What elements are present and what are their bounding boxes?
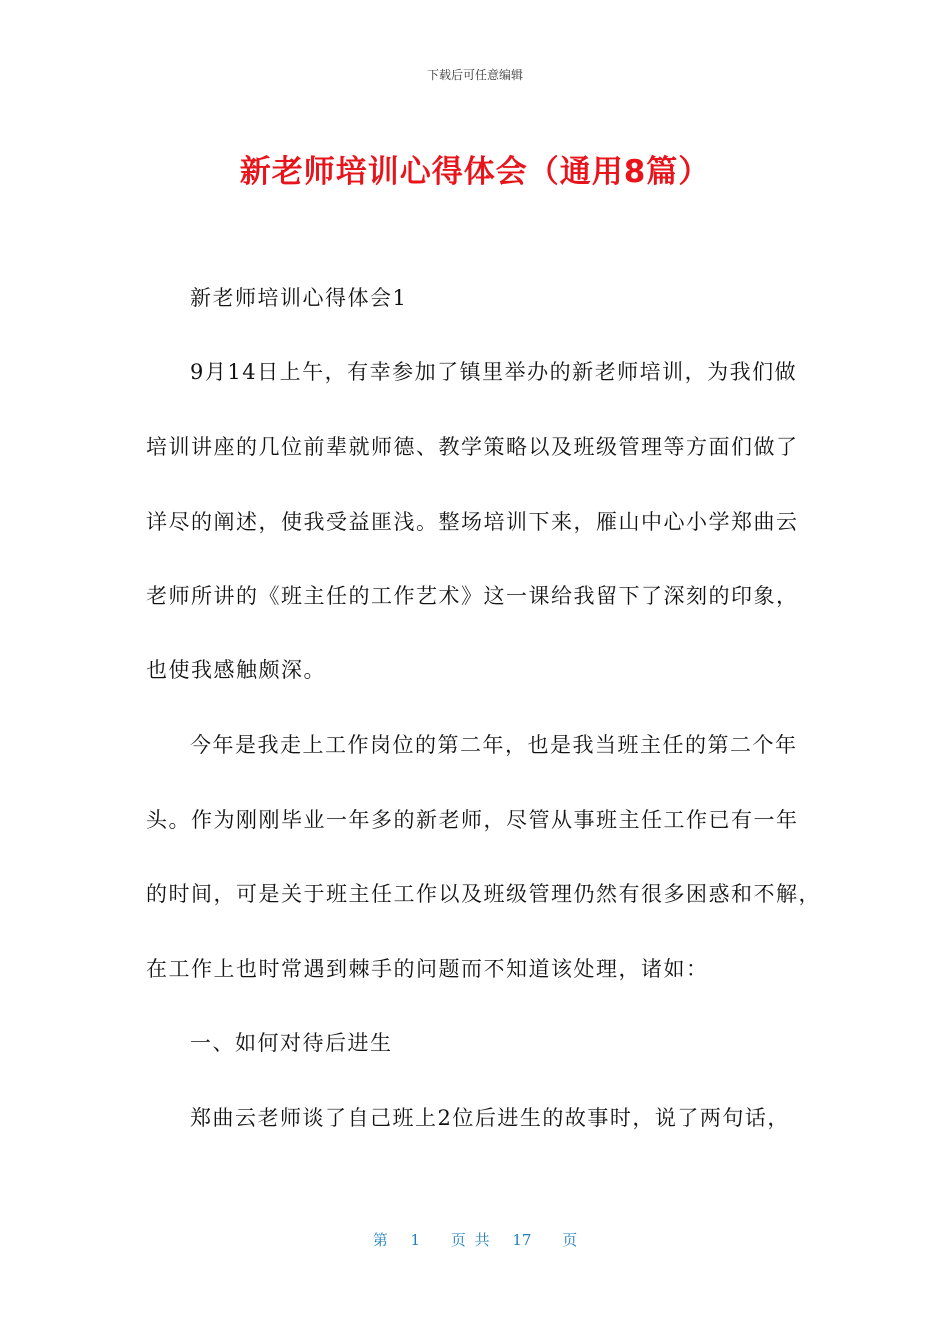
footer-total-pages: 17 <box>512 1231 532 1249</box>
footer-suffix: 页 <box>562 1231 578 1249</box>
footer-page-number: 1 <box>410 1231 421 1249</box>
page-header-note: 下载后可任意编辑 <box>426 68 523 82</box>
footer-middle: 页 共 <box>450 1231 490 1249</box>
paragraph-line: 在工作上也时常遇到棘手的问题而不知道该处理，诸如： <box>146 957 709 981</box>
paragraph-line: 郑曲云老师谈了自己班上2位后进生的故事时，说了两句话， <box>190 1106 790 1130</box>
document-title: 新老师培训心得体会（通用8篇） <box>239 154 711 190</box>
paragraph-line: 培训讲座的几位前辈就师德、教学策略以及班级管理等方面们做了 <box>146 435 799 459</box>
paragraph-line: 今年是我走上工作岗位的第二年，也是我当班主任的第二个年 <box>190 733 798 757</box>
paragraph-line: 的时间，可是关于班主任工作以及班级管理仍然有很多困惑和不解， <box>146 882 821 906</box>
paragraph-line: 头。作为刚刚毕业一年多的新老师，尽管从事班主任工作已有一年 <box>146 808 799 832</box>
paragraph-line: 老师所讲的《班主任的工作艺术》这一课给我留下了深刻的印象， <box>146 584 799 608</box>
paragraph-line: 9月14日上午，有幸参加了镇里举办的新老师培训，为我们做 <box>190 360 798 384</box>
footer-prefix: 第 <box>372 1231 388 1249</box>
section-heading: 新老师培训心得体会1 <box>190 286 408 310</box>
paragraph-line: 也使我感触颇深。 <box>146 658 326 682</box>
subsection-heading: 一、如何对待后进生 <box>190 1031 393 1055</box>
page-footer <box>0 1229 950 1250</box>
paragraph-line: 详尽的阐述，使我受益匪浅。整场培训下来，雁山中心小学郑曲云 <box>146 510 799 534</box>
